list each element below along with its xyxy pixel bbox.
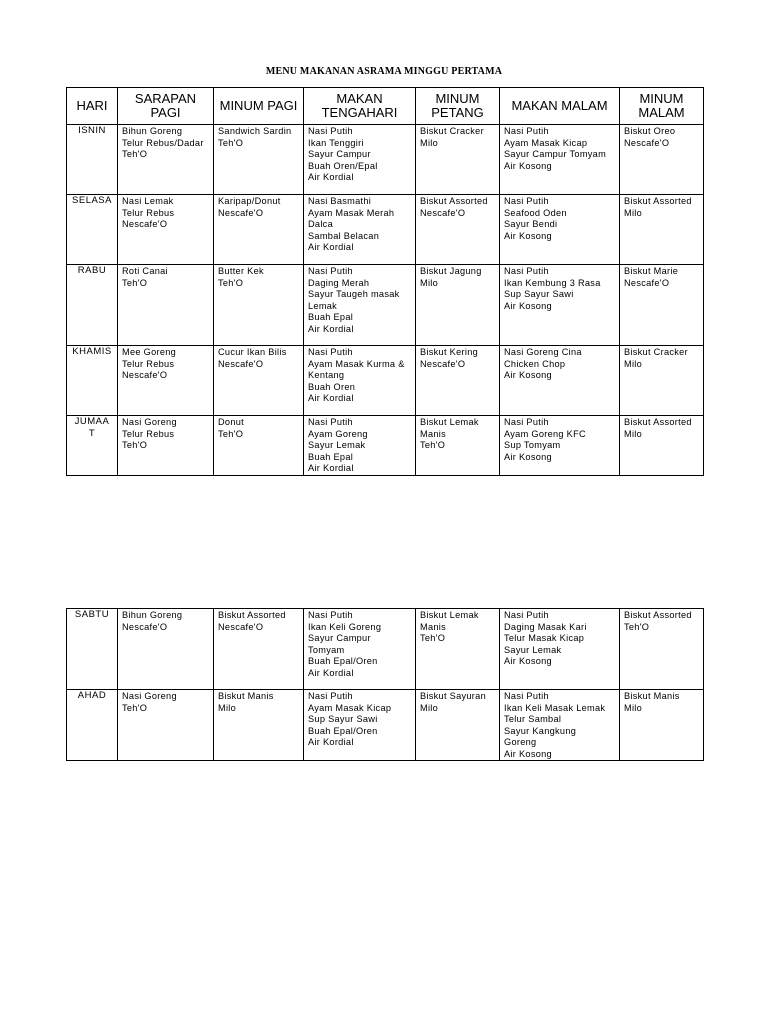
menu-item: Air Kosong bbox=[504, 300, 552, 311]
menu-cell-items bbox=[416, 346, 499, 370]
menu-item: Sambal Belacan bbox=[308, 230, 380, 241]
menu-item: Milo bbox=[420, 137, 439, 148]
menu-cell bbox=[214, 125, 304, 195]
menu-item: Biskut Assorted bbox=[624, 610, 692, 620]
menu-item: Teh'O bbox=[122, 277, 148, 288]
header-label: MAKAN MALAM bbox=[511, 98, 608, 113]
menu-item: Buah Oren bbox=[308, 381, 356, 392]
menu-cell-items bbox=[500, 265, 619, 312]
menu-item: Nasi Putih bbox=[504, 126, 549, 136]
menu-item: Air Kordial bbox=[308, 393, 354, 403]
weekday-rows bbox=[67, 125, 704, 476]
menu-item: Nasi Putih bbox=[504, 266, 549, 276]
menu-item: Ikan Kembung 3 Rasa bbox=[504, 277, 601, 288]
menu-item: Air Kosong bbox=[504, 370, 552, 380]
menu-cell-items bbox=[500, 609, 619, 668]
menu-cell-items bbox=[500, 416, 619, 463]
menu-item: Buah Epal bbox=[308, 451, 354, 462]
menu-item: Nescafe'O bbox=[218, 358, 264, 369]
menu-item: Ikan Keli Masak Lemak bbox=[504, 702, 606, 713]
menu-cell bbox=[620, 416, 704, 476]
menu-cell-items bbox=[214, 609, 303, 633]
menu-item: Bihun Goreng bbox=[122, 126, 183, 136]
menu-item: Sup Tomyam bbox=[504, 440, 561, 450]
menu-item: Nasi Basmathi bbox=[308, 196, 372, 206]
menu-cell-items bbox=[416, 195, 499, 219]
menu-item: Air Kordial bbox=[308, 667, 354, 678]
menu-cell bbox=[500, 609, 620, 690]
menu-cell-items bbox=[304, 265, 415, 335]
menu-item: Air Kordial bbox=[308, 242, 354, 252]
menu-item: Nescafe'O bbox=[420, 358, 466, 369]
menu-item: Nasi Putih bbox=[308, 347, 353, 357]
menu-cell-items bbox=[304, 125, 415, 184]
menu-cell bbox=[118, 265, 214, 346]
header-cell-minum-petang bbox=[416, 88, 500, 125]
menu-item: Donut bbox=[218, 417, 245, 427]
day-cell bbox=[67, 125, 118, 195]
menu-item: Biskut Assorted bbox=[420, 196, 488, 206]
menu-item: Air Kordial bbox=[308, 463, 354, 473]
menu-cell bbox=[620, 346, 704, 416]
menu-item: Sayur Lemak bbox=[308, 440, 366, 450]
menu-item: Butter Kek bbox=[218, 266, 264, 276]
menu-cell bbox=[118, 346, 214, 416]
menu-cell-items bbox=[620, 690, 703, 714]
menu-cell-items bbox=[620, 125, 703, 149]
menu-cell bbox=[118, 195, 214, 265]
menu-item: Telur Rebus/Dadar bbox=[122, 137, 204, 148]
menu-cell-items bbox=[214, 690, 303, 714]
menu-item: Sayur Taugeh masak bbox=[308, 289, 400, 299]
menu-item: Air Kosong bbox=[504, 160, 552, 171]
menu-item: Milo bbox=[218, 702, 237, 713]
menu-item: Nasi Putih bbox=[308, 610, 353, 620]
menu-cell-items bbox=[620, 416, 703, 440]
table-row bbox=[67, 195, 704, 265]
menu-cell bbox=[416, 265, 500, 346]
menu-cell-items bbox=[118, 195, 213, 231]
menu-item: Teh'O bbox=[122, 440, 148, 450]
menu-item: Daging Masak Kari bbox=[504, 621, 587, 632]
menu-cell-items bbox=[118, 125, 213, 161]
menu-cell-items bbox=[416, 265, 499, 289]
menu-cell-items bbox=[118, 609, 213, 633]
menu-item: Nescafe'O bbox=[218, 207, 264, 218]
day-label: AHAD bbox=[77, 690, 107, 701]
day-cell bbox=[67, 416, 118, 476]
menu-cell-items bbox=[620, 346, 703, 370]
menu-cell bbox=[500, 125, 620, 195]
menu-item: Bihun Goreng bbox=[122, 610, 183, 620]
table-row bbox=[67, 690, 704, 761]
menu-item: Chicken Chop bbox=[504, 358, 566, 369]
menu-item: Telur Rebus bbox=[122, 358, 175, 369]
menu-item: Biskut Jagung bbox=[420, 266, 482, 276]
menu-cell bbox=[214, 416, 304, 476]
menu-item: Telur Sambal bbox=[504, 714, 562, 724]
menu-item: Air Kordial bbox=[308, 172, 354, 182]
menu-item: Sayur Kangkung bbox=[504, 725, 577, 736]
menu-item: Nasi Putih bbox=[308, 417, 353, 427]
menu-item: Air Kosong bbox=[504, 748, 552, 759]
menu-cell bbox=[304, 416, 416, 476]
table-row bbox=[67, 346, 704, 416]
header-label: MINUM PAGI bbox=[219, 98, 298, 113]
menu-cell-items bbox=[214, 195, 303, 219]
menu-item: Roti Canai bbox=[122, 266, 168, 276]
menu-item: Ayam Masak Kurma & bbox=[308, 358, 405, 369]
menu-item: Buah Oren/Epal bbox=[308, 160, 378, 171]
menu-cell bbox=[118, 690, 214, 761]
menu-item: Nasi Putih bbox=[504, 610, 549, 620]
menu-cell-items bbox=[214, 346, 303, 370]
menu-item: Air Kosong bbox=[504, 230, 552, 241]
menu-item: Biskut Lemak bbox=[420, 417, 479, 427]
menu-cell-items bbox=[500, 125, 619, 172]
header-label: MINUM MALAM bbox=[638, 91, 685, 120]
day-label: SABTU bbox=[74, 609, 110, 620]
menu-item: Teh'O bbox=[420, 633, 446, 643]
menu-cell bbox=[500, 265, 620, 346]
header-label: SARAPAN PAGI bbox=[134, 91, 197, 120]
menu-item: Biskut Assorted bbox=[624, 417, 692, 427]
menu-cell bbox=[214, 690, 304, 761]
day-cell bbox=[67, 265, 118, 346]
menu-item: Ikan Keli Goreng bbox=[308, 621, 382, 632]
menu-item: Biskut Lemak bbox=[420, 610, 479, 620]
header-cell-makan-malam bbox=[500, 88, 620, 125]
menu-item: Teh'O bbox=[218, 137, 244, 148]
menu-item: Air Kordial bbox=[308, 323, 354, 334]
menu-cell bbox=[416, 416, 500, 476]
menu-item: Seafood Oden bbox=[504, 207, 567, 218]
menu-cell bbox=[304, 346, 416, 416]
menu-item: Lemak bbox=[308, 300, 338, 311]
menu-item: Teh'O bbox=[218, 277, 244, 288]
menu-cell-items bbox=[304, 346, 415, 405]
menu-item: Nasi Goreng bbox=[122, 691, 177, 701]
menu-item: Ayam Goreng KFC bbox=[504, 428, 586, 439]
menu-item: Sayur Campur bbox=[308, 633, 371, 643]
menu-item: Milo bbox=[420, 702, 439, 713]
menu-cell bbox=[214, 265, 304, 346]
weekend-rows bbox=[67, 609, 704, 761]
menu-item: Nescafe'O bbox=[122, 219, 168, 229]
menu-cell bbox=[416, 195, 500, 265]
menu-item: Ikan Tenggiri bbox=[308, 137, 364, 148]
menu-item: Karipap/Donut bbox=[218, 196, 281, 206]
menu-item: Teh'O bbox=[122, 702, 148, 713]
menu-item: Nasi Putih bbox=[504, 691, 549, 701]
menu-cell bbox=[304, 690, 416, 761]
menu-item: Milo bbox=[624, 358, 643, 369]
menu-item: Dalca bbox=[308, 219, 333, 229]
menu-item: Nescafe'O bbox=[218, 621, 264, 632]
menu-item: Biskut Marie bbox=[624, 266, 679, 276]
menu-item: Nescafe'O bbox=[624, 277, 670, 288]
menu-cell-items bbox=[620, 265, 703, 289]
menu-cell-items bbox=[118, 690, 213, 714]
menu-item: Sandwich Sardin bbox=[218, 126, 292, 136]
menu-item: Buah Epal/Oren bbox=[308, 725, 378, 736]
menu-cell bbox=[500, 346, 620, 416]
menu-item: Kentang bbox=[308, 370, 345, 380]
menu-item: Teh'O bbox=[122, 149, 148, 159]
menu-item: Teh'O bbox=[420, 440, 446, 450]
menu-cell-items bbox=[500, 690, 619, 760]
header-label: MINUM PETANG bbox=[431, 91, 484, 120]
menu-item: Biskut Oreo bbox=[624, 126, 676, 136]
menu-item: Teh'O bbox=[218, 428, 244, 439]
menu-item: Milo bbox=[624, 207, 643, 218]
menu-item: Manis bbox=[420, 428, 447, 439]
table-row bbox=[67, 125, 704, 195]
header-cell-minum-malam bbox=[620, 88, 704, 125]
menu-item: Nasi Goreng Cina bbox=[504, 347, 582, 357]
menu-item: Biskut Sayuran bbox=[420, 691, 486, 701]
table-row bbox=[67, 416, 704, 476]
menu-item: Cucur Ikan Bilis bbox=[218, 347, 287, 357]
menu-cell-items bbox=[500, 195, 619, 242]
menu-item: Biskut Assorted bbox=[218, 610, 286, 620]
menu-cell bbox=[214, 609, 304, 690]
menu-item: Biskut Kering bbox=[420, 347, 479, 357]
day-label: ISNIN bbox=[78, 125, 106, 136]
menu-cell-items bbox=[416, 609, 499, 645]
menu-cell bbox=[214, 195, 304, 265]
menu-cell bbox=[620, 609, 704, 690]
menu-item: Biskut Cracker bbox=[420, 126, 484, 136]
table-row bbox=[67, 609, 704, 690]
menu-item: Nasi Putih bbox=[504, 417, 549, 427]
menu-cell-items bbox=[118, 265, 213, 289]
header-row bbox=[67, 88, 704, 125]
menu-item: Biskut Cracker bbox=[624, 347, 688, 357]
menu-item: Teh'O bbox=[624, 621, 650, 632]
menu-table-weekdays bbox=[66, 87, 704, 476]
menu-table-weekend bbox=[66, 608, 704, 761]
menu-cell bbox=[118, 609, 214, 690]
header-label: HARI bbox=[76, 98, 108, 113]
menu-cell bbox=[500, 195, 620, 265]
day-label: KHAMIS bbox=[72, 346, 112, 357]
menu-cell-items bbox=[500, 346, 619, 382]
menu-item: Sayur Bendi bbox=[504, 219, 558, 229]
menu-item: Sayur Lemak bbox=[504, 644, 562, 655]
menu-item: Buah Epal/Oren bbox=[308, 656, 378, 666]
menu-item: Daging Merah bbox=[308, 277, 370, 288]
menu-item: Nasi Putih bbox=[308, 266, 353, 276]
menu-cell-items bbox=[620, 609, 703, 633]
menu-item: Milo bbox=[420, 277, 439, 288]
menu-item: Nasi Putih bbox=[504, 196, 549, 206]
menu-item: Nescafe'O bbox=[122, 621, 168, 632]
menu-cell bbox=[118, 416, 214, 476]
menu-cell-items bbox=[118, 346, 213, 382]
menu-item: Buah Epal bbox=[308, 312, 354, 322]
menu-item: Mee Goreng bbox=[122, 347, 177, 357]
header-cell-sarapan-pagi bbox=[118, 88, 214, 125]
menu-cell bbox=[416, 346, 500, 416]
menu-item: Sayur Campur bbox=[308, 149, 371, 159]
menu-item: Air Kosong bbox=[504, 656, 552, 666]
menu-item: Ayam Masak Kicap bbox=[504, 137, 588, 148]
menu-cell bbox=[500, 416, 620, 476]
menu-cell-items bbox=[214, 416, 303, 440]
menu-cell bbox=[620, 690, 704, 761]
menu-item: Biskut Manis bbox=[624, 691, 680, 701]
menu-item: Air Kordial bbox=[308, 737, 354, 747]
menu-item: Sup Sayur Sawi bbox=[308, 714, 378, 724]
menu-item: Ayam Goreng bbox=[308, 428, 368, 439]
day-label: JUMAA T bbox=[74, 416, 110, 439]
menu-cell bbox=[416, 125, 500, 195]
menu-cell bbox=[304, 265, 416, 346]
menu-item: Sayur Campur Tomyam bbox=[504, 149, 607, 159]
menu-item: Ayam Masak Kicap bbox=[308, 702, 392, 713]
menu-cell bbox=[304, 195, 416, 265]
menu-item: Manis bbox=[420, 621, 447, 632]
menu-cell-items bbox=[416, 690, 499, 714]
menu-item: Nasi Putih bbox=[308, 691, 353, 701]
menu-cell bbox=[416, 609, 500, 690]
header-cell-minum-pagi bbox=[214, 88, 304, 125]
table-row bbox=[67, 265, 704, 346]
menu-item: Nescafe'O bbox=[122, 370, 168, 380]
menu-cell-items bbox=[620, 195, 703, 219]
menu-cell-items bbox=[304, 416, 415, 475]
menu-cell bbox=[500, 690, 620, 761]
menu-item: Ayam Masak Merah bbox=[308, 207, 395, 218]
menu-cell-items bbox=[304, 609, 415, 679]
menu-cell bbox=[304, 125, 416, 195]
menu-cell-items bbox=[416, 416, 499, 452]
menu-cell bbox=[620, 195, 704, 265]
menu-cell bbox=[620, 265, 704, 346]
menu-cell-items bbox=[118, 416, 213, 452]
menu-cell-items bbox=[214, 265, 303, 289]
menu-cell-items bbox=[304, 195, 415, 254]
menu-cell-items bbox=[304, 690, 415, 749]
header-cell-makan-tengahari bbox=[304, 88, 416, 125]
menu-item: Telur Rebus bbox=[122, 207, 175, 218]
day-cell bbox=[67, 690, 118, 761]
menu-item: Milo bbox=[624, 702, 643, 713]
day-cell bbox=[67, 195, 118, 265]
day-cell bbox=[67, 346, 118, 416]
menu-cell bbox=[304, 609, 416, 690]
menu-cell-items bbox=[416, 125, 499, 149]
menu-item: Nescafe'O bbox=[420, 207, 466, 218]
menu-item: Milo bbox=[624, 428, 643, 439]
menu-item: Nasi Goreng bbox=[122, 417, 177, 427]
menu-item: Tomyam bbox=[308, 644, 345, 655]
day-label: RABU bbox=[77, 265, 107, 276]
page-title: MENU MAKANAN ASRAMA MINGGU PERTAMA bbox=[265, 66, 503, 77]
menu-item: Air Kosong bbox=[504, 451, 552, 462]
header-label: MAKAN TENGAHARI bbox=[321, 91, 398, 120]
menu-item: Biskut Manis bbox=[218, 691, 274, 701]
menu-item: Telur Rebus bbox=[122, 428, 175, 439]
menu-cell-items bbox=[214, 125, 303, 149]
menu-item: Biskut Assorted bbox=[624, 196, 692, 206]
menu-item: Goreng bbox=[504, 737, 537, 747]
menu-item: Nasi Putih bbox=[308, 126, 353, 136]
menu-item: Nescafe'O bbox=[624, 137, 670, 148]
header-cell-hari bbox=[67, 88, 118, 125]
menu-item: Sup Sayur Sawi bbox=[504, 289, 574, 299]
menu-cell bbox=[416, 690, 500, 761]
day-cell bbox=[67, 609, 118, 690]
menu-cell bbox=[118, 125, 214, 195]
menu-item: Telur Masak Kicap bbox=[504, 633, 585, 643]
menu-cell bbox=[214, 346, 304, 416]
menu-item: Nasi Lemak bbox=[122, 196, 174, 206]
menu-cell bbox=[620, 125, 704, 195]
day-label: SELASA bbox=[72, 195, 112, 206]
